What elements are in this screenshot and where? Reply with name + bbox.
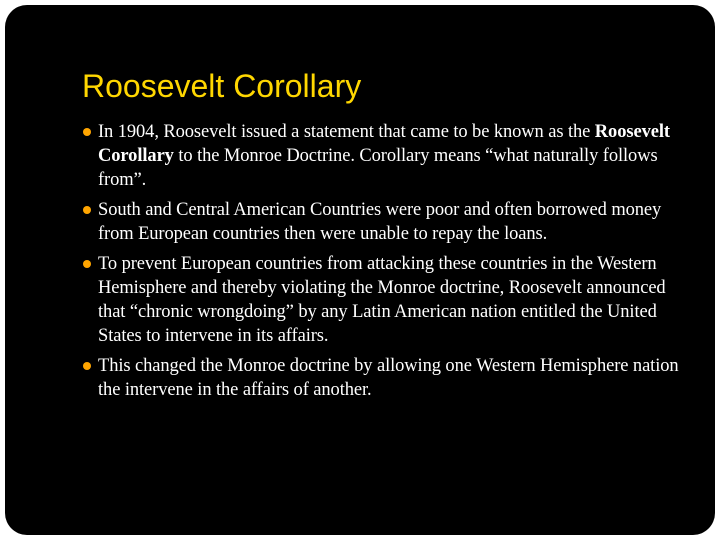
- bullet-text-after: to the Monroe Doctrine. Corollary means “what naturally follows from”.: [98, 146, 658, 190]
- bullet-text: South and Central American Countries were poor and often borrowed money from European countries then were unable to repay the loans.: [98, 200, 662, 244]
- bullet-text: To prevent European countries from attacking these countries in the Western Hemisphere and thereby violating the Monroe doctrine, Roosevelt announced that “chronic wrongdoing” by any Latin American nation entitled the United States to intervene in its affairs.: [98, 254, 666, 346]
- bullet-item-4: [82, 354, 682, 402]
- bullet-item-1: [82, 120, 682, 192]
- bullet-text: This changed the Monroe doctrine by allowing one Western Hemisphere nation the intervene in the affairs of another.: [98, 356, 679, 400]
- bullet-item-2: [82, 198, 682, 246]
- slide-title: Roosevelt Corollary: [82, 68, 362, 104]
- bullet-dot-icon: [83, 260, 91, 268]
- bullet-item-3: [82, 252, 682, 348]
- bullet-bold-term: Roosevelt Corollary: [98, 122, 670, 166]
- bullet-dot-icon: [83, 128, 91, 136]
- slide: [5, 5, 715, 535]
- bullet-dot-icon: [83, 362, 91, 370]
- bullet-dot-icon: [83, 206, 91, 214]
- bullet-list: [82, 120, 682, 408]
- bullet-text-before: In 1904, Roosevelt issued a statement that came to be known as the: [98, 122, 595, 142]
